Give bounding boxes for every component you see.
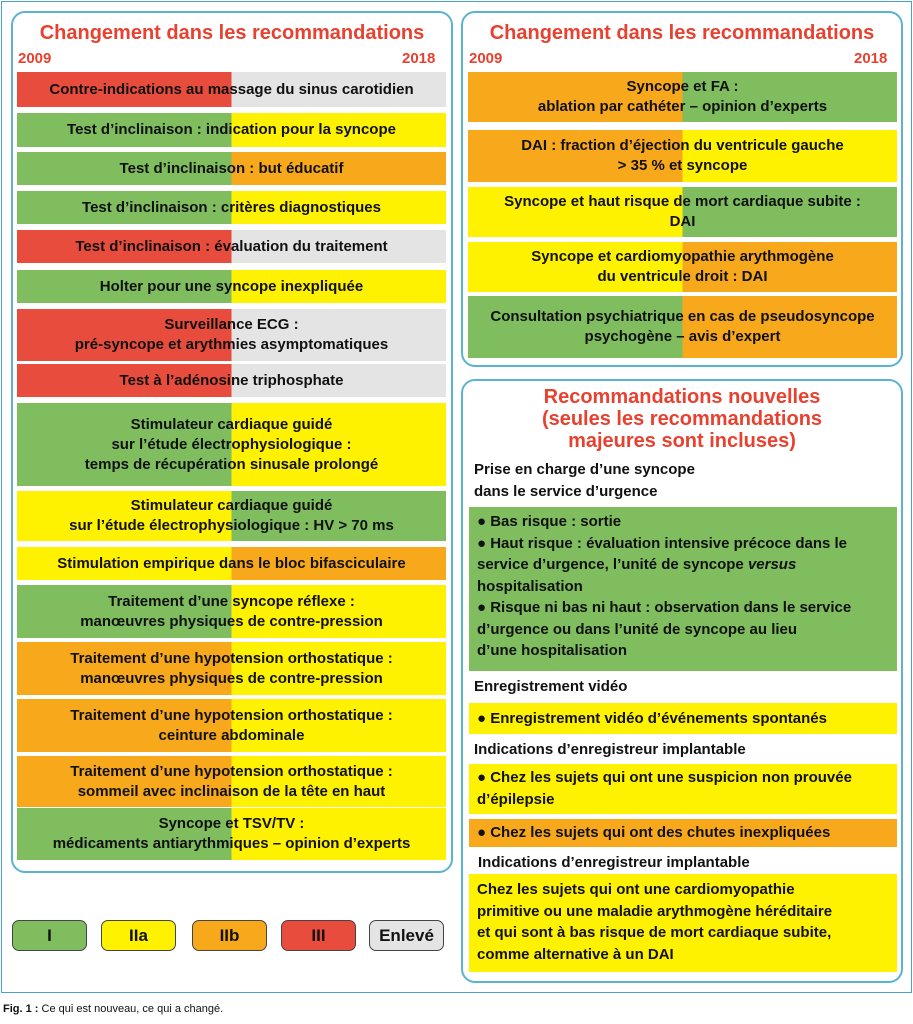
section-heading-implantable-2: Indications d’enregistreur implantable: [478, 854, 750, 871]
left-row-line: Traitement d’une hypotension orthostatique :: [70, 706, 393, 724]
left-row-line: temps de récupération sinusale prolongé: [84, 455, 379, 473]
left-row-text: [70, 706, 393, 746]
left-row-line: manœuvres physiques de contre-pression: [80, 612, 383, 630]
left-row-text: [69, 496, 394, 536]
left-year-to: 2018: [402, 50, 436, 67]
left-row: [17, 72, 446, 107]
right-row-line: DAI : fraction d’éjection du ventricule gauche: [521, 137, 844, 154]
left-row: [17, 756, 446, 807]
box-line: ● Chez les sujets qui ont une suspicion non prouvée: [477, 769, 852, 786]
left-row-text: [49, 80, 413, 100]
left-row-text: [67, 120, 396, 140]
left-row-text: [82, 198, 381, 218]
left-row: [17, 642, 446, 695]
left-row-line: sommeil avec inclinaison de la tête en haut: [77, 782, 386, 800]
box-line: comme alternative à un DAI: [477, 945, 674, 963]
right-row: [468, 296, 897, 358]
left-year-from: 2009: [18, 50, 52, 67]
right-row-line: Syncope et cardiomyopathie arythmogène: [531, 248, 834, 265]
right-row: [468, 72, 897, 122]
recommendation-box-cardiomyopathy: [469, 874, 897, 972]
right-row-line: ablation par cathéter – opinion d’experts: [537, 98, 828, 115]
right-row-line: psychogène – avis d’expert: [584, 328, 781, 345]
left-row-line: Test d’inclinaison : critères diagnostiques: [82, 198, 381, 216]
left-row-line: Traitement d’une hypotension orthostatique :: [70, 649, 393, 667]
legend-removed: Enlevé: [369, 920, 444, 951]
left-row-line: médicaments antiarythmiques – opinion d’experts: [52, 835, 411, 852]
left-row-text: [80, 592, 383, 632]
left-row-line: Holter pour une syncope inexpliquée: [99, 277, 364, 295]
figure-caption: [3, 1003, 223, 1015]
right-row-line: du ventricule droit : DAI: [597, 268, 768, 285]
left-row-text: [70, 649, 393, 689]
right-top-panel-title: Changement dans les recommandations: [489, 22, 875, 44]
left-row-text: [120, 371, 344, 391]
left-row-line: Traitement d’une hypotension orthostatique :: [70, 762, 393, 780]
box-line: d’épilepsie: [477, 790, 555, 808]
new-recommendations-title-line-3: majeures sont incluses): [568, 430, 796, 452]
left-row: [17, 491, 446, 541]
left-row-text: [75, 237, 387, 257]
left-row-text: [53, 814, 411, 854]
left-row-line: pré-syncope et arythmies asymptomatiques: [74, 336, 389, 353]
section-heading-emergency: [474, 459, 695, 503]
right-row-line: DAI: [669, 213, 696, 230]
left-row: [17, 585, 446, 638]
legend-class-IIb: IIb: [192, 920, 267, 951]
box-line: ● Haut risque : évaluation intensive précoce dans le: [477, 534, 848, 552]
left-row-text: [85, 415, 378, 475]
new-recommendations-title: [463, 386, 901, 452]
left-row-text: [70, 762, 393, 802]
right-row-text: [538, 77, 827, 117]
left-row-line: Test d’inclinaison : but éducatif: [119, 159, 344, 177]
left-row: [17, 699, 446, 752]
right-row-text: [521, 136, 844, 176]
left-row-line: sur l’étude électrophysiologique :: [111, 435, 352, 453]
left-row-line: Test d’inclinaison : indication pour la syncope: [67, 121, 396, 138]
legend-class-I: I: [12, 920, 87, 951]
right-row-line: Syncope et FA :: [626, 78, 739, 95]
section-heading-implantable-1: Indications d’enregistreur implantable: [474, 741, 746, 758]
left-row: [17, 230, 446, 263]
left-row: [17, 403, 446, 486]
left-row: [17, 808, 446, 860]
right-row-line: Syncope et haut risque de mort cardiaque subite :: [504, 193, 861, 210]
caption-label: Fig. 1 :: [3, 1003, 39, 1015]
box-line: ● Enregistrement vidéo d’événements spontanés: [477, 710, 827, 727]
recommendation-box-epilepsy: [469, 764, 897, 814]
box-line: primitive ou une maladie arythmogène héréditaire: [477, 902, 833, 920]
box-line: Chez les sujets qui ont une cardiomyopathie: [477, 881, 795, 898]
right-row: [468, 130, 897, 182]
left-row-line: Test à l’adénosine triphosphate: [119, 371, 344, 389]
box-line: et qui sont à bas risque de mort cardiaque subite,: [477, 924, 832, 941]
box-line: [477, 554, 889, 576]
right-year-to: 2018: [854, 50, 888, 67]
left-row-line: Surveillance ECG :: [164, 316, 299, 333]
section-heading-video: Enregistrement vidéo: [474, 678, 628, 695]
right-row-line: Consultation psychiatrique en cas de pseudosyncope: [490, 308, 875, 325]
left-row: [17, 191, 446, 224]
box-line: ● Chez les sujets qui ont des chutes inexpliquées: [477, 824, 831, 841]
left-row-text: [75, 315, 388, 355]
box-line: hospitalisation: [477, 577, 583, 595]
versus-word: versus: [747, 556, 797, 573]
new-recommendations-title-line-1: Recommandations nouvelles: [543, 386, 821, 408]
right-row: [468, 242, 897, 292]
left-row-text: [57, 554, 405, 574]
section-heading-line: dans le service d’urgence: [474, 483, 658, 500]
left-panel-title: Changement dans les recommandations: [39, 22, 425, 44]
box-line: ● Bas risque : sortie: [477, 513, 622, 530]
box-line: d’urgence ou dans l’unité de syncope au lieu: [477, 620, 798, 638]
left-row: [17, 270, 446, 303]
left-row-text: [100, 277, 363, 297]
box-line: ● Risque ni bas ni haut : observation dans le service: [477, 599, 852, 616]
right-year-from: 2009: [469, 50, 503, 67]
left-row: [17, 547, 446, 580]
right-row: [468, 187, 897, 237]
versus-line-start: service d’urgence, l’unité de syncope: [477, 556, 748, 573]
right-row-text: [490, 307, 874, 347]
left-row: [17, 364, 446, 397]
right-row-line: > 35 % et syncope: [617, 157, 748, 174]
caption-text: Ce qui est nouveau, ce qui a changé.: [38, 1003, 224, 1015]
left-row-line: Stimulateur cardiaque guidé: [130, 415, 333, 433]
recommendation-box-emergency: [469, 507, 897, 671]
left-row-line: Stimulateur cardiaque guidé: [130, 497, 333, 514]
section-heading-line: Prise en charge d’une syncope: [474, 461, 695, 478]
recommendation-box-falls: [469, 819, 897, 847]
new-recommendations-title-line-2: (seules les recommandations: [541, 408, 823, 430]
left-row-text: [120, 159, 344, 179]
left-row: [17, 309, 446, 361]
left-row-line: Syncope et TSV/TV :: [158, 815, 305, 832]
box-line: d’une hospitalisation: [477, 642, 628, 659]
right-row-text: [504, 192, 861, 232]
left-row-line: ceinture abdominale: [158, 726, 305, 744]
legend-class-IIa: IIa: [101, 920, 176, 951]
legend-class-III: III: [281, 920, 356, 951]
left-row: [17, 152, 446, 185]
left-row-line: Contre-indications au massage du sinus carotidien: [49, 80, 414, 98]
right-row-text: [531, 247, 834, 287]
left-row-line: Test d’inclinaison : évaluation du traitement: [75, 237, 388, 255]
recommendation-box-video: [469, 703, 897, 734]
left-row: [17, 113, 446, 147]
left-row-line: Traitement d’une syncope réflexe :: [108, 592, 355, 610]
left-row-line: manœuvres physiques de contre-pression: [80, 669, 383, 687]
left-row-line: Stimulation empirique dans le bloc bifasciculaire: [57, 554, 406, 572]
left-row-line: sur l’étude électrophysiologique : HV > 70 ms: [69, 517, 394, 534]
